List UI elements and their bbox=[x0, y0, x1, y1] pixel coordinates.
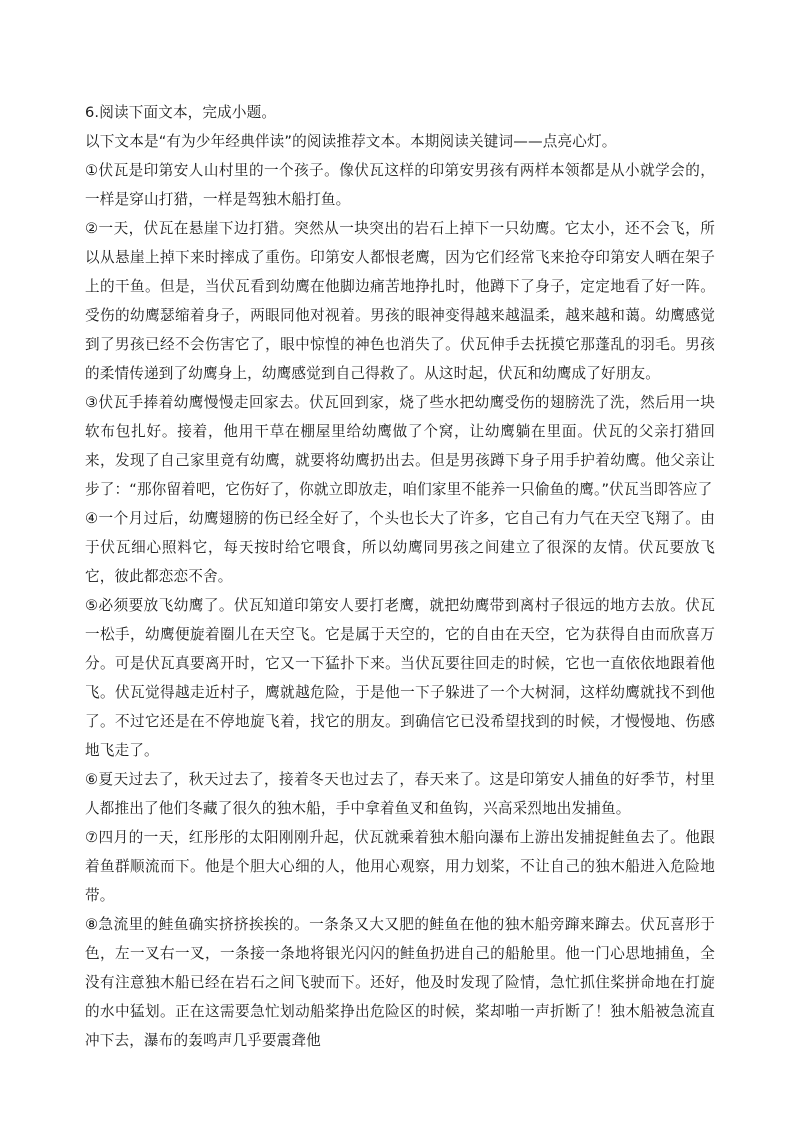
paragraph-3: ③伏瓦手捧着幼鹰慢慢走回家去。伏瓦回到家，烧了些水把幼鹰受伤的翅膀洗了洗，然后用一块软布包扎好。接着，他用干草在棚屋里给幼鹰做了个窝，让幼鹰躺在里面。伏瓦的父亲打猎回来，发现了自己家里竟有幼鹰，就要将幼鹰扔出去。但是男孩蹲下身子用手护着幼鹰。他父亲让步了：“那你留着吧，它伤好了，你就立即放走，咱们家里不能养一只偷鱼的鹰。”伏瓦当即答应了 bbox=[85, 394, 715, 498]
question-header: 6.阅读下面文本，完成小题。 bbox=[85, 104, 277, 121]
paragraph-4: ④一个月过后，幼鹰翅膀的伤已经全好了，个头也长大了许多，它自己有力气在天空飞翔了。由于伏瓦细心照料它，每天按时给它喂食，所以幼鹰同男孩之间建立了很深的友情。伏瓦要放飞它，彼此都恋恋不舍。 bbox=[85, 510, 715, 585]
intro-paragraph: 以下文本是“有为少年经典伴读”的阅读推荐文本。本期阅读关键词——点亮心灯。 bbox=[85, 133, 617, 150]
paragraph-8: ⑧急流里的鲑鱼确实挤挤挨挨的。一条条又大又肥的鲑鱼在他的独木船旁蹿来蹿去。伏瓦喜形于色，左一叉右一叉，一条接一条地将银光闪闪的鲑鱼扔进自己的船舱里。他一门心思地捕鱼，全没有注意独木船已经在岩石之间飞驶而下。还好，他及时发现了险情，急忙抓住桨拼命地在打旋的水中猛划。正在这需要急忙划动船桨挣出危险区的时候，桨却啪一声折断了！独木船被急流直冲下去，瀑布的轰鸣声几乎要震聋他 bbox=[85, 916, 715, 1049]
paragraph-5: ⑤必须要放飞幼鹰了。伏瓦知道印第安人要打老鹰，就把幼鹰带到离村子很远的地方去放。伏瓦一松手，幼鹰便旋着圈儿在天空飞。它是属于天空的，它的自由在天空，它为获得自由而欣喜万分。可是伏瓦真要离开时，它又一下猛扑下来。当伏瓦要往回走的时候，它也一直依依地跟着他飞。伏瓦觉得越走近村子，鹰就越危险，于是他一下子躲进了一个大树洞，这样幼鹰就找不到他了。不过它还是在不停地旋飞着，找它的朋友。到确信它已没希望找到的时候，才慢慢地、伤感地飞走了。 bbox=[85, 597, 715, 759]
paragraph-1: ①伏瓦是印第安人山村里的一个孩子。像伏瓦这样的印第安男孩有两样本领都是从小就学会的，一样是穿山打猎，一样是驾独木船打鱼。 bbox=[85, 162, 715, 208]
paragraph-2: ②一天，伏瓦在悬崖下边打猎。突然从一块突出的岩石上掉下一只幼鹰。它太小，还不会飞，所以从悬崖上掉下来时摔成了重伤。印第安人都恨老鹰，因为它们经常飞来抢夺印第安人晒在架子上的干鱼。但是，当伏瓦看到幼鹰在他脚边痛苦地挣扎时，他蹲下了身子，定定地看了好一阵。受伤的幼鹰瑟缩着身子，两眼同他对视着。男孩的眼神变得越来越温柔，越来越和蔼。幼鹰感觉到了男孩已经不会伤害它了，眼中惊惶的神色也消失了。伏瓦伸手去抚摸它那蓬乱的羽毛。男孩的柔情传递到了幼鹰身上，幼鹰感觉到自己得救了。从这时起，伏瓦和幼鹰成了好朋友。 bbox=[85, 220, 715, 382]
document-page bbox=[85, 98, 715, 1055]
paragraph-6: ⑥夏天过去了，秋天过去了，接着冬天也过去了，春天来了。这是印第安人捕鱼的好季节，村里人都推出了他们冬藏了很久的独木船，手中拿着鱼叉和鱼钩，兴高采烈地出发捕鱼。 bbox=[85, 771, 715, 817]
paragraph-7: ⑦四月的一天，红彤彤的太阳刚刚升起，伏瓦就乘着独木船向瀑布上游出发捕捉鲑鱼去了。他跟着鱼群顺流而下。他是个胆大心细的人，他用心观察，用力划桨，不让自己的独木船进入危险地带。 bbox=[85, 829, 715, 904]
